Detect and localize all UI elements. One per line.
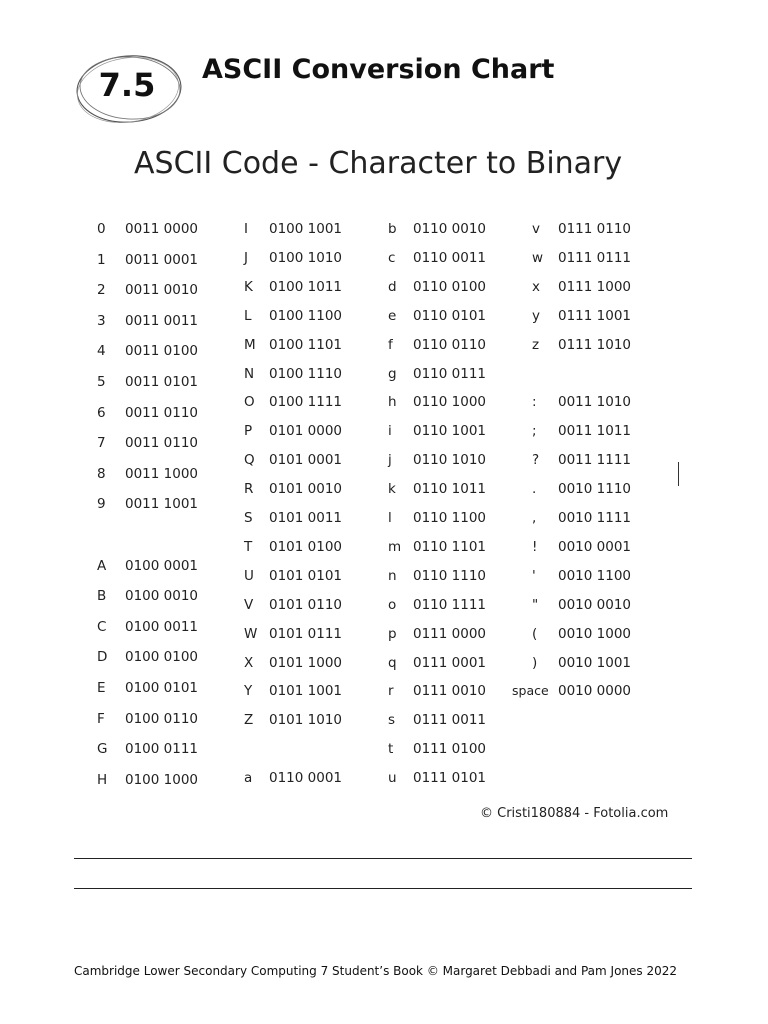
binary-code: 0011 0000 (125, 221, 199, 237)
binary-code: 0101 0000 (269, 423, 343, 440)
ascii-character: p (388, 625, 397, 642)
ascii-character: l (388, 510, 392, 526)
binary-code: 0010 0000 (558, 683, 632, 700)
binary-code: 0110 0101 (413, 307, 487, 324)
ascii-character: L (244, 307, 252, 324)
ascii-character: space (512, 683, 549, 699)
ascii-character: c (388, 249, 396, 266)
ascii-character: 2 (97, 282, 106, 299)
binary-code: 0011 0011 (125, 312, 199, 329)
ascii-character: z (532, 336, 540, 353)
ascii-character: T (244, 538, 253, 555)
ascii-character: ' (532, 567, 536, 584)
binary-code: 0101 0111 (269, 625, 343, 642)
binary-code: 0111 0100 (413, 741, 487, 758)
ascii-character: y (532, 307, 540, 324)
binary-code: 0100 1010 (269, 249, 343, 266)
chart-heading: ASCII Code - Character to Binary (134, 146, 623, 181)
binary-code: 0010 0010 (558, 596, 632, 613)
binary-code: 0101 0001 (269, 452, 343, 469)
binary-code: 0110 1110 (413, 567, 487, 584)
binary-code: 0010 1100 (558, 567, 632, 584)
binary-code: 0011 0110 (125, 435, 199, 452)
ascii-character: ) (532, 654, 538, 671)
binary-code: 0110 1100 (413, 510, 487, 526)
binary-code: 0111 0011 (413, 712, 487, 729)
ascii-character: b (388, 221, 397, 237)
ascii-character: 5 (97, 374, 106, 390)
ascii-character: , (532, 510, 537, 526)
binary-code: 0111 1000 (558, 278, 632, 295)
binary-code: 0100 0100 (125, 649, 199, 666)
ascii-character: i (388, 423, 392, 440)
ascii-character: F (97, 710, 105, 727)
binary-code: 0011 1011 (558, 423, 632, 440)
ascii-character: X (244, 654, 254, 671)
ascii-character: 1 (97, 251, 106, 268)
binary-code: 0100 0111 (125, 741, 199, 758)
binary-code: 0100 0011 (125, 618, 199, 635)
ascii-character: 9 (97, 496, 106, 513)
ascii-character: E (97, 680, 106, 696)
binary-code: 0110 1101 (413, 538, 487, 555)
ascii-character: ; (532, 423, 537, 440)
ascii-character: Y (244, 683, 253, 700)
answer-line (74, 858, 692, 859)
binary-code: 0011 1111 (558, 452, 632, 469)
ascii-character: h (388, 394, 397, 411)
ascii-character: Z (244, 712, 254, 729)
binary-code: 0110 0100 (413, 278, 487, 295)
ascii-character: n (388, 567, 397, 584)
binary-code: 0100 0110 (125, 710, 199, 727)
binary-code: 0110 0001 (269, 770, 343, 787)
binary-code: 0011 1000 (125, 465, 199, 482)
ascii-character: 6 (97, 404, 106, 421)
binary-code: 0011 0101 (125, 374, 199, 390)
binary-code: 0100 1011 (269, 278, 343, 295)
ascii-character: Q (244, 452, 255, 469)
page-footer: Cambridge Lower Secondary Computing 7 Student’s Book © Margaret Debbadi and Pam Jones 2022 (74, 964, 678, 978)
binary-code: 0100 1100 (269, 307, 343, 324)
ascii-character: J (244, 249, 248, 266)
section-number: 7.5 (98, 66, 156, 104)
ascii-character: u (388, 770, 397, 787)
binary-code: 0110 1001 (413, 423, 487, 440)
ascii-character: ! (532, 538, 538, 555)
ascii-character: q (388, 654, 397, 671)
ascii-character: " (532, 596, 539, 613)
binary-code: 0110 1000 (413, 394, 487, 411)
ascii-character: M (244, 336, 256, 353)
ascii-character: N (244, 365, 255, 382)
binary-code: 0111 0110 (558, 221, 632, 237)
binary-code: 0111 0010 (413, 683, 487, 700)
answer-line (74, 888, 692, 889)
ascii-character: W (244, 625, 258, 642)
binary-code: 0111 0101 (413, 770, 487, 787)
binary-code: 0100 1000 (125, 771, 199, 788)
ascii-character: v (532, 221, 540, 237)
binary-code: 0101 0110 (269, 596, 343, 613)
ascii-character: U (244, 567, 254, 584)
binary-code: 0010 1111 (558, 510, 632, 526)
ascii-character: R (244, 481, 254, 498)
ascii-character: d (388, 278, 397, 295)
ascii-character: f (388, 336, 393, 353)
ascii-character: ( (532, 625, 538, 642)
page-title: ASCII Conversion Chart (202, 54, 555, 85)
ascii-character: C (97, 618, 107, 635)
binary-code: 0100 1110 (269, 365, 343, 382)
ascii-character: t (388, 741, 394, 758)
text-cursor (678, 462, 679, 486)
binary-code: 0011 1001 (125, 496, 199, 513)
binary-code: 0011 0001 (125, 251, 199, 268)
ascii-character: k (388, 481, 396, 498)
binary-code: 0111 0001 (413, 654, 487, 671)
ascii-character: o (388, 596, 397, 613)
ascii-character: 7 (97, 435, 106, 452)
ascii-character: V (244, 596, 254, 613)
binary-code: 0011 1010 (558, 394, 632, 411)
binary-code: 0101 0100 (269, 538, 343, 555)
binary-code: 0100 1101 (269, 336, 343, 353)
binary-code: 0101 1001 (269, 683, 343, 700)
binary-code: 0101 0010 (269, 481, 343, 498)
ascii-character: S (244, 510, 253, 526)
ascii-character: 0 (97, 221, 106, 237)
binary-code: 0100 0001 (125, 557, 199, 574)
binary-code: 0110 1011 (413, 481, 487, 498)
ascii-character: P (244, 423, 253, 440)
binary-code: 0100 1001 (269, 221, 343, 237)
image-credit: © Cristi180884 - Fotolia.com (480, 806, 669, 821)
binary-code: 0111 0000 (413, 625, 487, 642)
binary-code: 0110 1010 (413, 452, 487, 469)
binary-code: 0110 0110 (413, 336, 487, 353)
binary-code: 0101 0011 (269, 510, 343, 526)
ascii-character: I (244, 221, 248, 237)
binary-code: 0111 0111 (558, 249, 632, 266)
binary-code: 0111 1010 (558, 336, 632, 353)
ascii-character: D (97, 649, 108, 666)
binary-code: 0100 0101 (125, 680, 199, 696)
ascii-character: H (97, 771, 108, 788)
ascii-character: O (244, 394, 255, 411)
binary-code: 0110 0011 (413, 249, 487, 266)
binary-code: 0011 0100 (125, 343, 199, 360)
ascii-character: G (97, 741, 108, 758)
ascii-character: x (532, 278, 540, 295)
ascii-character: 3 (97, 312, 106, 329)
ascii-character: A (97, 557, 107, 574)
ascii-character: m (388, 538, 402, 555)
binary-code: 0101 1000 (269, 654, 343, 671)
binary-code: 0010 0001 (558, 538, 632, 555)
section-badge (74, 52, 184, 124)
binary-code: 0101 1010 (269, 712, 343, 729)
ascii-character: B (97, 588, 107, 605)
ascii-character: 8 (97, 465, 106, 482)
ascii-character: ? (532, 452, 540, 469)
ascii-character: K (244, 278, 253, 295)
binary-code: 0010 1110 (558, 481, 632, 498)
binary-code: 0110 0111 (413, 365, 487, 382)
binary-code: 0011 0010 (125, 282, 199, 299)
ascii-character: r (388, 683, 394, 700)
binary-code: 0101 0101 (269, 567, 343, 584)
ascii-character: g (388, 365, 397, 382)
ascii-character: w (532, 249, 544, 266)
binary-code: 0010 1000 (558, 625, 632, 642)
binary-code: 0100 1111 (269, 394, 343, 411)
binary-code: 0111 1001 (558, 307, 632, 324)
binary-code: 0110 0010 (413, 221, 487, 237)
ascii-character: a (244, 770, 253, 787)
ascii-character: j (388, 452, 392, 469)
binary-code: 0011 0110 (125, 404, 199, 421)
binary-code: 0100 0010 (125, 588, 199, 605)
binary-code: 0110 1111 (413, 596, 487, 613)
binary-code: 0010 1001 (558, 654, 632, 671)
ascii-character: . (532, 481, 537, 498)
ascii-character: : (532, 394, 537, 411)
ascii-character: s (388, 712, 396, 729)
ascii-character: e (388, 307, 397, 324)
ascii-character: 4 (97, 343, 106, 360)
